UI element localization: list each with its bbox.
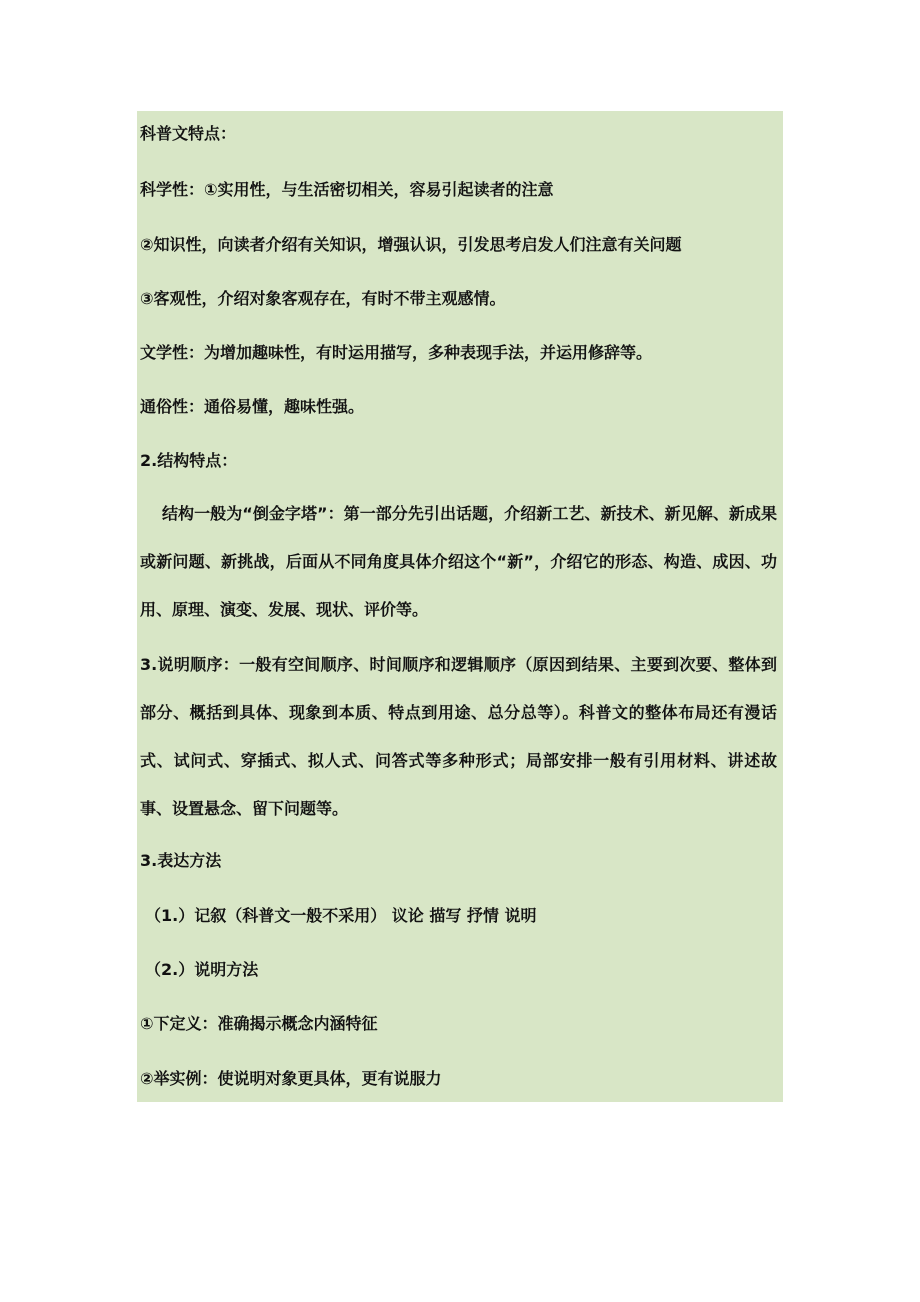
expression-item-2: （2.）说明方法 (145, 960, 259, 979)
expression-item-1: （1.）记叙（科普文一般不采用） 议论 描写 抒情 说明 (145, 906, 537, 925)
method-definition-line: ①下定义：准确揭示概念内涵特征 (140, 1014, 378, 1033)
objective-feature-line: ③客观性，介绍对象客观存在，有时不带主观感情。 (140, 289, 506, 308)
document-content (137, 111, 783, 1102)
expression-heading: 3.表达方法 (140, 851, 222, 870)
structure-paragraph: 结构一般为“倒金字塔”：第一部分先引出话题，介绍新工艺、新技术、新见解、新成果或新问题、新挑战，后面从不同角度具体介绍这个“新”，介绍它的形态、构造、成因、功用、原理、演变、发展、现状、评价等。 (140, 504, 777, 619)
structure-heading: 2.结构特点： (140, 451, 238, 470)
scientific-feature-line: 科学性：①实用性，与生活密切相关，容易引起读者的注意 (140, 180, 554, 199)
heading-popular-science-features: 科普文特点： (140, 124, 237, 143)
order-paragraph: 3.说明顺序：一般有空间顺序、时间顺序和逻辑顺序（原因到结果、主要到次要、整体到部分、概括到具体、现象到本质、特点到用途、总分总等）。科普文的整体布局还有漫话式、试问式、穿插式、拟人式、问答式等多种形式；局部安排一般有引用材料、讲述故事、设置悬念、留下问题等。 (140, 655, 777, 818)
literary-feature-line: 文学性：为增加趣味性，有时运用描写，多种表现手法，并运用修辞等。 (140, 343, 653, 362)
knowledge-feature-line: ②知识性，向读者介绍有关知识，增强认识，引发思考启发人们注意有关问题 (140, 235, 682, 254)
popular-feature-line: 通俗性：通俗易懂，趣味性强。 (140, 397, 365, 416)
method-example-line: ②举实例：使说明对象更具体，更有说服力 (140, 1069, 442, 1088)
